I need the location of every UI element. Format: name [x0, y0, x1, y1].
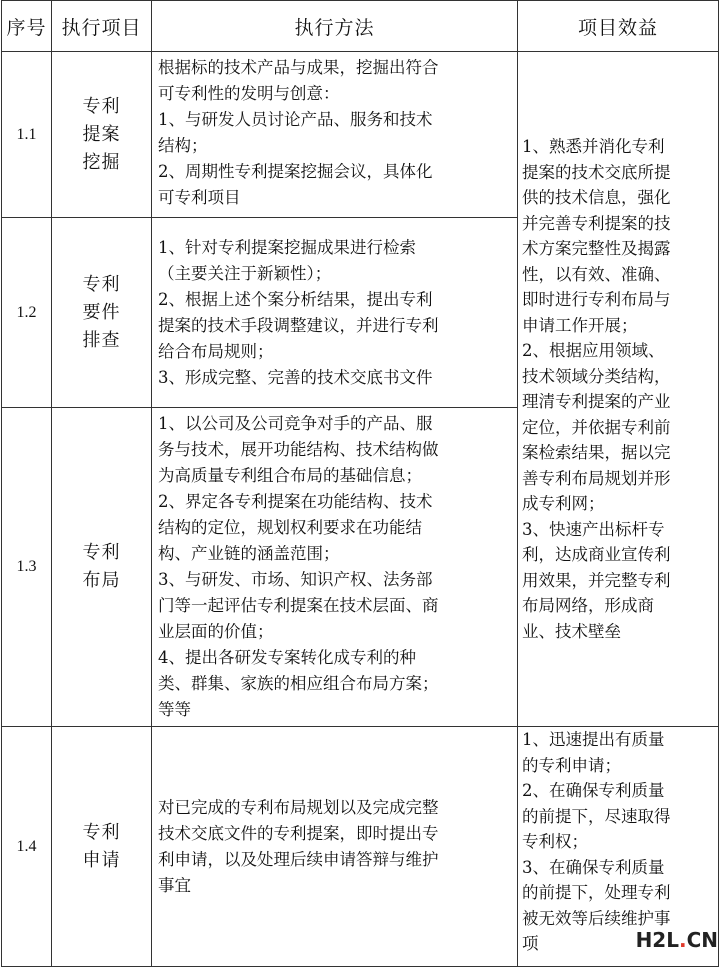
method-line: 结构； — [158, 136, 208, 155]
benefit-line: 的前提下，处理专利 — [522, 883, 671, 902]
method-line: 3、形成完整、完善的技术交底书文件 — [158, 367, 433, 387]
method-line: 提案的技术手段调整建议，并进行专利 — [158, 315, 439, 335]
method-line: 业层面的价值； — [158, 622, 274, 641]
benefit-line: 申请工作开展； — [522, 315, 638, 335]
watermark-cn: CN — [686, 928, 718, 952]
benefit-line: 技术领域分类结构， — [522, 366, 671, 386]
benefit-line: 并完善专利提案的技 — [522, 213, 671, 233]
method-line: 为高质量专利组合布局的基础信息； — [158, 466, 422, 485]
method-line: 1、与研发人员讨论产品、服务和技术 — [158, 110, 433, 129]
item-line: 排查 — [82, 329, 121, 351]
benefit-line: 3、在确保专利质量 — [522, 857, 665, 877]
item-line: 专利 — [82, 95, 121, 117]
row-item — [52, 52, 152, 218]
benefit-line: 定位，并依据专利前 — [522, 417, 671, 437]
watermark-h2l: H2L — [635, 928, 679, 952]
method-line: （主要关注于新颖性）； — [158, 263, 332, 283]
benefit-line: 用效果，并完整专利 — [522, 570, 671, 590]
method-line: 可专利性的发明与创意： — [158, 84, 340, 103]
method-line: 对已完成的专利布局规划以及完成完整 — [158, 797, 439, 817]
method-line: 结构的定位，规划权利要求在功能结 — [158, 518, 422, 537]
benefit-line: 1、熟悉并消化专利 — [522, 137, 665, 156]
benefit-line: 理清专利提案的产业 — [522, 392, 671, 411]
method-line: 1、针对专利提案挖掘成果进行检索 — [158, 237, 416, 257]
header-item: 执行项目 — [52, 1, 152, 52]
row-number: 1.2 — [2, 218, 52, 408]
header-method: 执行方法 — [152, 1, 518, 52]
benefit-line: 业、技术壁垒 — [522, 621, 621, 641]
item-line: 专利 — [82, 273, 121, 295]
benefit-line: 的前提下，尽速取得 — [522, 806, 671, 826]
benefit-line: 3、快速产出标杆专 — [522, 519, 665, 539]
method-line: 2、根据上述个案分析结果，提出专利 — [158, 289, 433, 309]
row-number: 1.4 — [2, 727, 52, 967]
item-line: 专利 — [82, 542, 121, 563]
method-line: 1、以公司及公司竞争对手的产品、服 — [158, 414, 433, 433]
method-line: 给合布局规则； — [158, 341, 274, 361]
item-line: 挖掘 — [82, 151, 121, 173]
table-row — [2, 52, 719, 218]
method-line: 2、周期性专利提案挖掘会议，具体化 — [158, 162, 433, 181]
method-line: 利申请，以及处理后续申请答辩与维护 — [158, 849, 439, 869]
benefit-line: 供的技术信息，强化 — [522, 188, 671, 207]
benefit-line: 术方案完整性及揭露 — [522, 239, 671, 258]
method-line: 门等一起评估专利提案在技术层面、商 — [158, 596, 439, 615]
benefit-line: 的专利申请； — [522, 755, 621, 775]
row-number: 1.1 — [2, 52, 52, 218]
item-line: 要件 — [82, 301, 121, 323]
benefit-cell-1 — [518, 52, 719, 727]
benefit-line: 提案的技术交底所提 — [522, 162, 671, 182]
method-line: 构、产业链的涵盖范围； — [158, 544, 340, 563]
method-line: 根据标的技术产品与成果，挖掘出符合 — [158, 58, 439, 77]
benefit-line: 专利权； — [522, 832, 588, 851]
row-item — [52, 727, 152, 967]
benefit-line: 项 — [522, 934, 539, 953]
benefit-line: 被无效等后续维护事 — [522, 908, 671, 928]
method-line: 事宜 — [158, 875, 191, 895]
benefit-line: 2、根据应用领域、 — [522, 341, 665, 360]
benefit-line: 性，以有效、准确、 — [522, 264, 671, 284]
method-line: 2、界定各专利提案在功能结构、技术 — [158, 492, 433, 511]
method-line: 类、群集、家族的相应组合布局方案； — [158, 674, 439, 693]
item-line: 申请 — [82, 849, 121, 871]
row-method — [152, 727, 518, 967]
row-item — [52, 218, 152, 408]
row-number: 1.3 — [2, 408, 52, 727]
row-method — [152, 408, 518, 727]
benefit-line: 1、迅速提出有质量 — [522, 730, 665, 749]
item-line: 专利 — [82, 821, 121, 843]
method-line: 等等 — [158, 700, 191, 719]
benefit-line: 案检索结果，据以完 — [522, 443, 671, 462]
row-method — [152, 52, 518, 218]
benefit-line: 布局网络，形成商 — [522, 596, 654, 615]
method-line: 3、与研发、市场、知识产权、法务部 — [158, 570, 433, 589]
method-line: 技术交底文件的专利提案，即时提出专 — [158, 823, 439, 843]
row-method — [152, 218, 518, 408]
benefit-line: 善专利布局规划并形 — [522, 468, 671, 488]
header-num: 序号 — [2, 1, 52, 52]
method-line: 务与技术，展开功能结构、技术结构做 — [158, 440, 439, 459]
header-row — [2, 1, 719, 52]
benefit-line: 即时进行专利布局与 — [522, 290, 671, 309]
h2l-watermark-logo — [636, 928, 718, 952]
header-benefit: 项目效益 — [518, 1, 719, 52]
benefit-line: 2、在确保专利质量 — [522, 781, 665, 800]
benefit-line: 利，达成商业宣传利 — [522, 545, 671, 564]
method-line: 可专利项目 — [158, 188, 241, 207]
method-line: 4、提出各研发专案转化成专利的种 — [158, 648, 416, 667]
table-row — [2, 727, 719, 967]
patent-plan-table — [1, 0, 719, 967]
watermark-dot: . — [678, 928, 687, 952]
item-line: 提案 — [82, 123, 121, 145]
item-line: 布局 — [82, 570, 121, 591]
row-item — [52, 408, 152, 727]
benefit-line: 成专利网； — [522, 494, 605, 513]
